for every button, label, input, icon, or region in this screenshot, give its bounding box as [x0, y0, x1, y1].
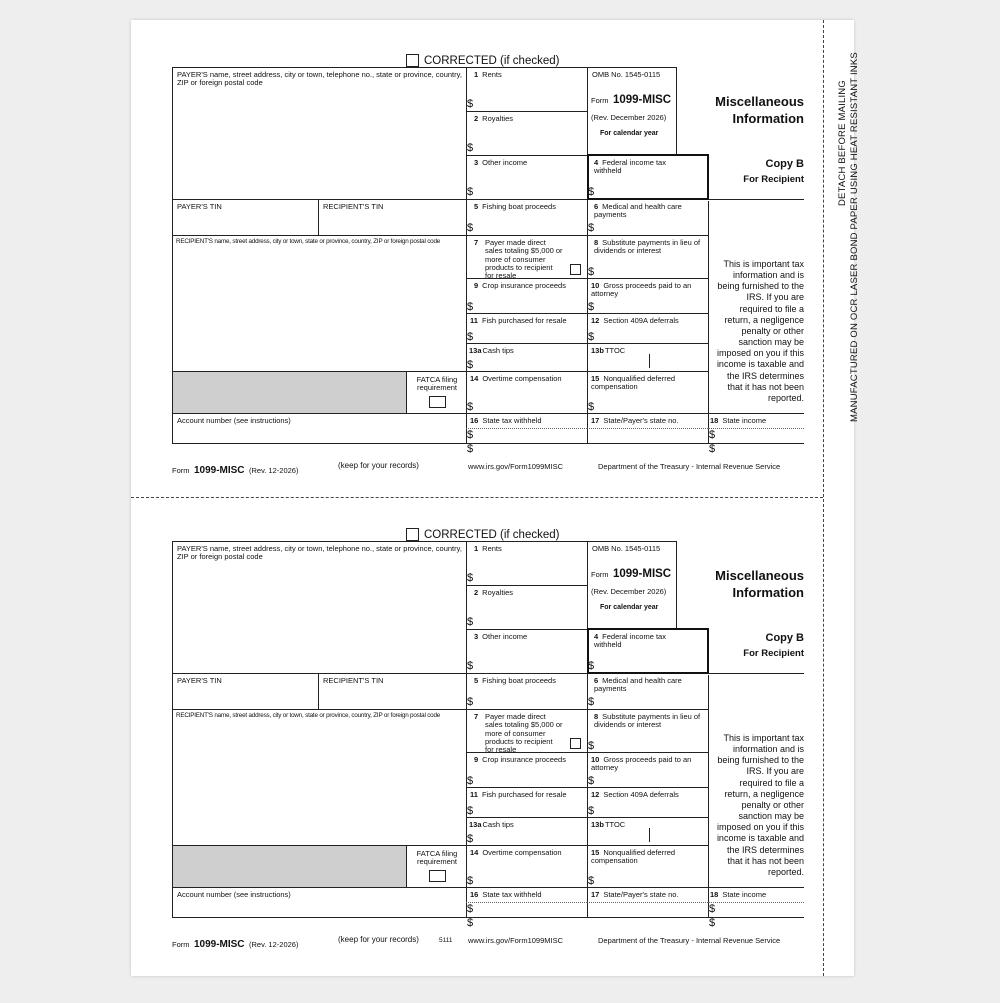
box3-label: 3 Other income: [474, 158, 528, 167]
payer-name-field[interactable]: [173, 565, 466, 672]
omb-rule: [676, 67, 677, 155]
box18-label: 18 State income: [710, 890, 767, 899]
box8-label: 8 Substitute payments in lieu of dividends or interest: [594, 238, 701, 256]
row-rule-2: [466, 111, 587, 112]
state-row-divider-c: [708, 428, 804, 429]
omb-number: OMB No. 1545-0115: [592, 544, 661, 553]
footer-keep: (keep for your records): [338, 935, 419, 944]
box13a-dollar: $: [467, 833, 474, 845]
box1-label: 1 Rents: [474, 544, 502, 553]
box4-field[interactable]: [596, 650, 706, 672]
box13b-label: 13bTTOC: [591, 820, 626, 829]
footer-url: www.irs.gov/Form1099MISC: [468, 936, 564, 945]
box18-dollar-a: $: [709, 429, 716, 441]
box2-dollar: $: [467, 616, 474, 628]
corrected-checkbox[interactable]: [406, 54, 419, 67]
state-row-divider-b: [587, 902, 708, 903]
state-row-divider-b: [587, 428, 708, 429]
box1-field[interactable]: [475, 558, 585, 584]
box4-dollar: $: [588, 660, 595, 672]
fatca-checkbox[interactable]: [429, 870, 446, 882]
box1-label: 1 Rents: [474, 70, 502, 79]
box5-field[interactable]: [475, 688, 585, 708]
box16-dollar-a: $: [467, 429, 474, 441]
box1-dollar: $: [467, 98, 474, 110]
box5-label: 5 Fishing boat proceeds: [474, 676, 556, 685]
calendar-year-label: For calendar year: [600, 130, 659, 137]
for-recipient-label: For Recipient: [743, 648, 804, 659]
footer-code: 5111: [439, 937, 453, 944]
box17-label: 17 State/Payer's state no.: [591, 416, 679, 425]
box11-field[interactable]: [475, 802, 585, 816]
state-row-divider-a: [466, 428, 587, 429]
box16-label: 16 State tax withheld: [470, 890, 542, 899]
box9-label: 9 Crop insurance proceeds: [474, 755, 566, 764]
recipient-name-field[interactable]: [173, 724, 466, 844]
corrected-label: CORRECTED (if checked): [424, 55, 560, 67]
box13a-field[interactable]: [475, 357, 585, 370]
notice-text: This is important tax information and is being furnished to the IRS. If you are required to file a return, a negligence penalty or other sanction may be imposed on you if this income is taxable and the IRS determines that it has not been reported.: [716, 733, 804, 877]
form-top-rule: [172, 541, 676, 542]
box13a-field[interactable]: [475, 831, 585, 844]
box5-label: 5 Fishing boat proceeds: [474, 202, 556, 211]
box15-label: 15 Nonqualified deferred compensation: [591, 848, 676, 866]
col3-rule: [708, 201, 709, 444]
box17-label: 17 State/Payer's state no.: [591, 890, 679, 899]
box14-label: 14 Overtime compensation: [470, 374, 562, 383]
shaded-area: [173, 372, 406, 413]
revision-date: (Rev. December 2026): [591, 587, 667, 596]
box11-dollar: $: [467, 805, 474, 817]
account-number-label: Account number (see instructions): [177, 890, 291, 899]
footer-form: Form 1099-MISC (Rev. 12-2026): [172, 465, 299, 476]
box18-label: 18 State income: [710, 416, 767, 425]
box8-dollar: $: [588, 740, 595, 752]
copy-label: Copy B: [765, 158, 804, 170]
box18-dollar-b: $: [709, 917, 716, 929]
paper-notice: MANUFACTURED ON OCR LASER BOND PAPER USING HEAT RESISTANT INKS: [849, 52, 860, 422]
box10-label: 10 Gross proceeds paid to an attorney: [591, 281, 692, 299]
notice-text: This is important tax information and is being furnished to the IRS. If you are required to file a return, a negligence penalty or other sanction may be imposed on you if this income is taxable and the IRS determines that it has not been reported.: [716, 259, 804, 403]
box16-dollar-a: $: [467, 903, 474, 915]
box7-checkbox[interactable]: [570, 264, 581, 275]
box12-label: 12 Section 409A deferrals: [591, 790, 679, 799]
box4-label: 4 Federal income tax withheld: [594, 158, 666, 176]
box4-field[interactable]: [596, 176, 706, 198]
recipient-tin-field[interactable]: [319, 214, 466, 235]
box9-dollar: $: [467, 775, 474, 787]
box6-dollar: $: [588, 696, 595, 708]
shaded-area: [173, 846, 406, 887]
col2-rule: [587, 541, 588, 918]
payer-tin-field[interactable]: [173, 688, 318, 709]
col3-rule: [708, 675, 709, 918]
box14-dollar: $: [467, 401, 474, 413]
box2-label: 2 Royalties: [474, 114, 514, 123]
box9-label: 9 Crop insurance proceeds: [474, 281, 566, 290]
box14-dollar: $: [467, 875, 474, 887]
row-rule-16: [172, 887, 804, 888]
revision-date: (Rev. December 2026): [591, 113, 667, 122]
payer-tin-label: PAYER'S TIN: [177, 202, 222, 211]
box6-dollar: $: [588, 222, 595, 234]
row-rule-tin: [172, 673, 804, 674]
corrected-checkbox[interactable]: [406, 528, 419, 541]
box11-label: 11 Fish purchased for resale: [470, 790, 567, 799]
box13b-label: 13bTTOC: [591, 346, 626, 355]
box5-dollar: $: [467, 696, 474, 708]
recipient-tin-label: RECIPIENT'S TIN: [323, 202, 384, 211]
row-rule-tin: [172, 199, 804, 200]
row-rule-2: [466, 585, 587, 586]
box6-label: 6 Medical and health care payments: [594, 676, 682, 694]
account-number-field[interactable]: [173, 902, 466, 917]
box3-field[interactable]: [475, 646, 585, 672]
box3-field[interactable]: [475, 172, 585, 198]
footer-keep: (keep for your records): [338, 461, 419, 470]
calendar-year-field[interactable]: [590, 140, 674, 154]
box3-label: 3 Other income: [474, 632, 528, 641]
footer-url: www.irs.gov/Form1099MISC: [468, 462, 564, 471]
fatca-divider: [406, 845, 407, 887]
row-rule-3: [466, 155, 587, 156]
box4-label: 4 Federal income tax withheld: [594, 632, 666, 650]
box9-dollar: $: [467, 301, 474, 313]
form-number: Form 1099-MISC: [591, 568, 672, 580]
form-number: Form 1099-MISC: [591, 94, 672, 106]
account-number-label: Account number (see instructions): [177, 416, 291, 425]
fatca-checkbox[interactable]: [429, 396, 446, 408]
ttoc-tick: [649, 354, 650, 368]
box16-dollar-b: $: [467, 443, 474, 455]
box18-dollar-b: $: [709, 443, 716, 455]
box9-field[interactable]: [475, 767, 585, 786]
box8-label: 8 Substitute payments in lieu of dividends or interest: [594, 712, 701, 730]
box10-label: 10 Gross proceeds paid to an attorney: [591, 755, 692, 773]
omb-rule: [676, 541, 677, 629]
row-rule-11: [466, 787, 708, 788]
box16-dollar-b: $: [467, 917, 474, 929]
box2-dollar: $: [467, 142, 474, 154]
col1-rule: [466, 541, 467, 918]
row-rule-recip: [172, 235, 708, 236]
box12-dollar: $: [588, 805, 595, 817]
box1-field[interactable]: [475, 84, 585, 110]
box7-num: 7: [474, 712, 479, 721]
box6-label: 6 Medical and health care payments: [594, 202, 682, 220]
row-rule-3: [466, 629, 587, 630]
box7-num: 7: [474, 238, 479, 247]
box14-field[interactable]: [475, 387, 585, 412]
payer-name-label: PAYER'S name, street address, city or town, telephone no., state or province, country, ZIP or foreign postal code: [177, 70, 462, 88]
recipient-name-field[interactable]: [173, 250, 466, 370]
box3-dollar: $: [467, 186, 474, 198]
row-rule-11: [466, 313, 708, 314]
ttoc-tick: [649, 828, 650, 842]
detach-line-vertical: [823, 20, 824, 976]
footer-dept: Department of the Treasury - Internal Revenue Service: [598, 936, 781, 945]
box2-field[interactable]: [475, 602, 585, 628]
box5-field[interactable]: [475, 214, 585, 234]
col1-rule: [466, 67, 467, 444]
calendar-year-field[interactable]: [590, 614, 674, 628]
fatca-label: FATCA filing requirement: [416, 375, 458, 393]
box13a-label: 13aCash tips: [469, 820, 514, 829]
box14-field[interactable]: [475, 861, 585, 886]
box2-label: 2 Royalties: [474, 588, 514, 597]
box14-label: 14 Overtime compensation: [470, 848, 562, 857]
payer-tin-field[interactable]: [173, 214, 318, 235]
footer-form: Form 1099-MISC (Rev. 12-2026): [172, 939, 299, 950]
box5-dollar: $: [467, 222, 474, 234]
form-1099-misc-copy: [172, 528, 804, 1003]
row-rule-recip: [172, 709, 708, 710]
row-rule-16: [172, 413, 804, 414]
box7-checkbox[interactable]: [570, 738, 581, 749]
box18-dollar-a: $: [709, 903, 716, 915]
detach-notice: DETACH BEFORE MAILING: [837, 80, 848, 206]
box8-dollar: $: [588, 266, 595, 278]
form-1099-misc-copy: [172, 54, 804, 529]
box11-label: 11 Fish purchased for resale: [470, 316, 567, 325]
footer-dept: Department of the Treasury - Internal Revenue Service: [598, 462, 781, 471]
corrected-label: CORRECTED (if checked): [424, 529, 560, 541]
form-top-rule: [172, 67, 676, 68]
box12-dollar: $: [588, 331, 595, 343]
box16-label: 16 State tax withheld: [470, 416, 542, 425]
box10-dollar: $: [588, 775, 595, 787]
box11-dollar: $: [467, 331, 474, 343]
box2-field[interactable]: [475, 128, 585, 154]
box9-field[interactable]: [475, 293, 585, 312]
payer-tin-label: PAYER'S TIN: [177, 676, 222, 685]
row-rule-13: [466, 343, 708, 344]
box4-dollar: $: [588, 186, 595, 198]
for-recipient-label: For Recipient: [743, 174, 804, 185]
box10-dollar: $: [588, 301, 595, 313]
state-row-divider-c: [708, 902, 804, 903]
box13a-dollar: $: [467, 359, 474, 371]
recipient-name-label: RECIPIENT'S name, street address, city or town, state or province, country, ZIP or foreign postal code: [176, 238, 441, 245]
box15-label: 15 Nonqualified deferred compensation: [591, 374, 676, 392]
box7-label: Payer made direct sales totaling $5,000 or more of consumer products to recipient for resale: [485, 712, 563, 754]
recipient-tin-label: RECIPIENT'S TIN: [323, 676, 384, 685]
payer-name-field[interactable]: [173, 91, 466, 198]
omb-number: OMB No. 1545-0115: [592, 70, 661, 79]
form-title: Miscellaneous Information: [715, 94, 804, 126]
fatca-label: FATCA filing requirement: [416, 849, 458, 867]
copy-label: Copy B: [765, 632, 804, 644]
account-number-field[interactable]: [173, 428, 466, 443]
payer-name-label: PAYER'S name, street address, city or town, telephone no., state or province, country, ZIP or foreign postal code: [177, 544, 462, 562]
form-title: Miscellaneous Information: [715, 568, 804, 600]
fatca-divider: [406, 371, 407, 413]
box3-dollar: $: [467, 660, 474, 672]
box13a-label: 13aCash tips: [469, 346, 514, 355]
col2-rule: [587, 67, 588, 444]
box12-label: 12 Section 409A deferrals: [591, 316, 679, 325]
recipient-name-label: RECIPIENT'S name, street address, city or town, state or province, country, ZIP or foreign postal code: [176, 712, 441, 719]
state-row-divider-a: [466, 902, 587, 903]
box1-dollar: $: [467, 572, 474, 584]
box11-field[interactable]: [475, 328, 585, 342]
recipient-tin-field[interactable]: [319, 688, 466, 709]
box15-dollar: $: [588, 875, 595, 887]
calendar-year-label: For calendar year: [600, 604, 659, 611]
box7-label: Payer made direct sales totaling $5,000 or more of consumer products to recipient for resale: [485, 238, 563, 280]
box15-dollar: $: [588, 401, 595, 413]
row-rule-13: [466, 817, 708, 818]
